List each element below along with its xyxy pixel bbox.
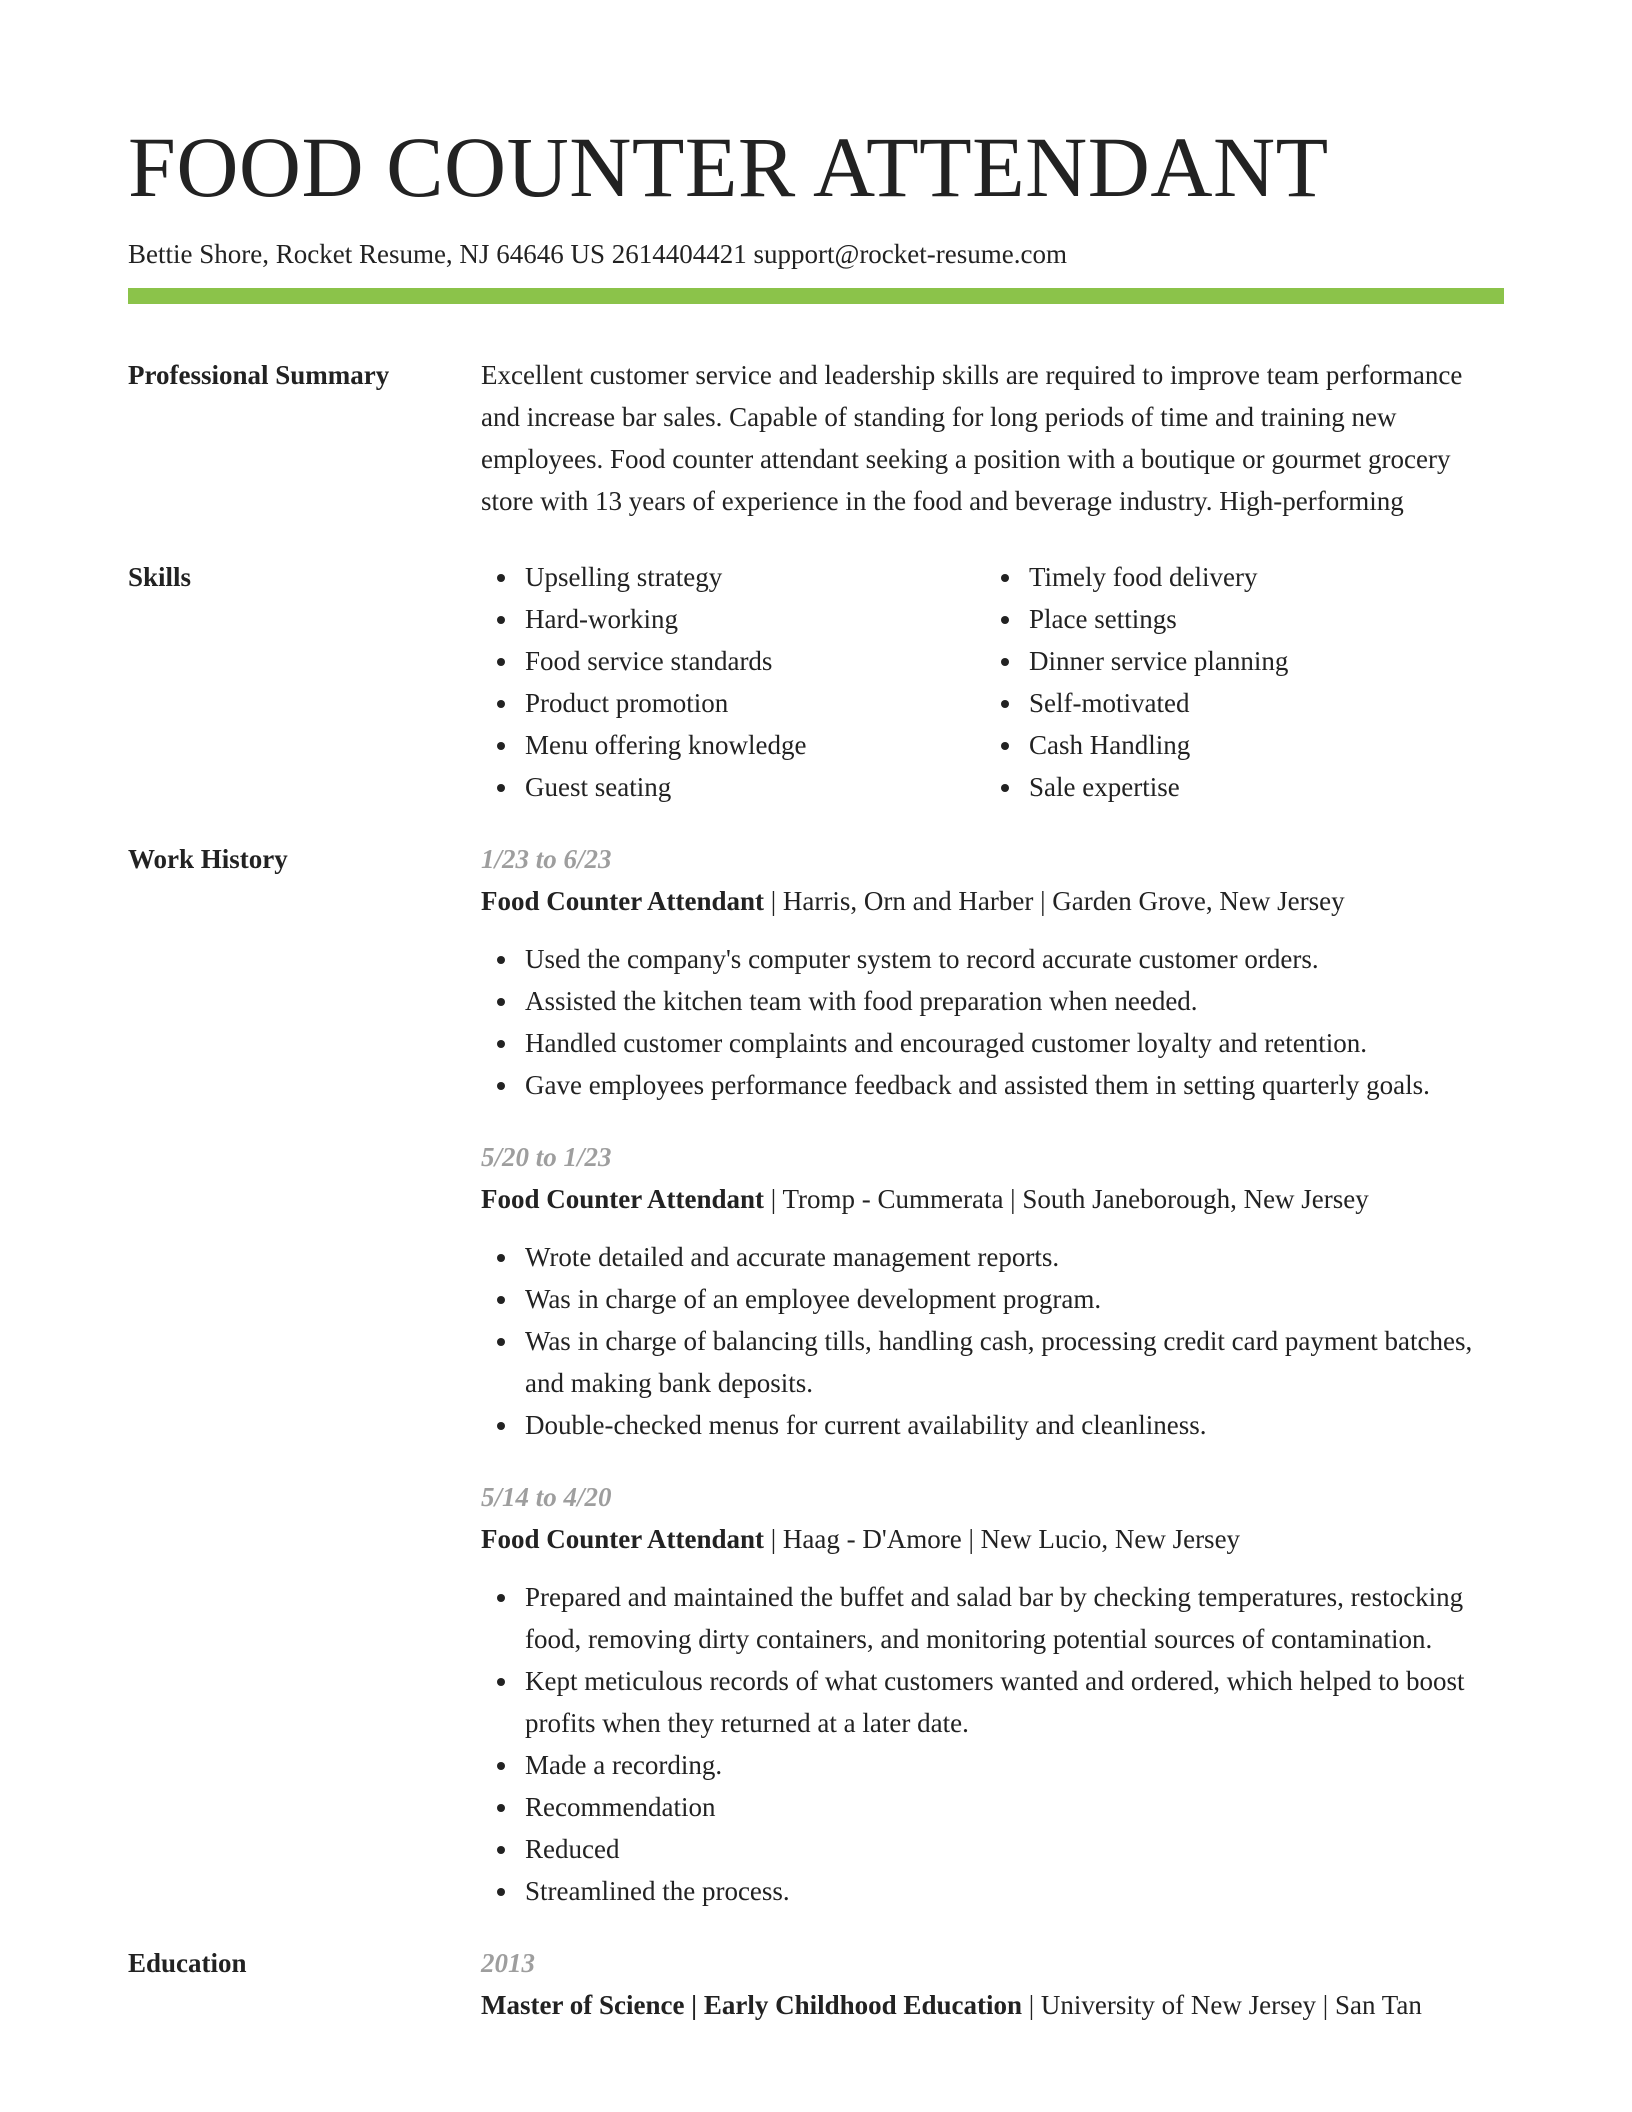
job-bullet: Made a recording.: [525, 1744, 1504, 1786]
skills-grid: [481, 556, 1504, 808]
education-section: [128, 1942, 1504, 2026]
skills-column-right: [985, 556, 1489, 808]
skill-item: Sale expertise: [1029, 766, 1489, 808]
job-bullet: Assisted the kitchen team with food preparation when needed.: [525, 980, 1504, 1022]
education-date: 2013: [481, 1948, 535, 1979]
work-history-section: [128, 838, 1504, 1912]
accent-divider: [128, 288, 1504, 304]
job-bullet: Wrote detailed and accurate management reports.: [525, 1236, 1504, 1278]
job-dates: 5/20 to 1/23: [481, 1142, 612, 1173]
job-bullet: Kept meticulous records of what customers wanted and ordered, which helped to boost profits when they returned at a later date.: [525, 1660, 1504, 1744]
job-bullet: Streamlined the process.: [525, 1870, 1504, 1912]
job-dates: 1/23 to 6/23: [481, 844, 612, 875]
section-label: Work History: [128, 844, 288, 875]
job-entry: [481, 1476, 1504, 1912]
degree: Master of Science | Early Childhood Education: [481, 1990, 1022, 2021]
skill-item: Dinner service planning: [1029, 640, 1489, 682]
skill-item: Hard-working: [525, 598, 985, 640]
job-bullet: Used the company's computer system to record accurate customer orders.: [525, 938, 1504, 980]
section-label: Professional Summary: [128, 360, 390, 391]
work-history-body: [481, 838, 1504, 1912]
job-bullet: Recommendation: [525, 1786, 1504, 1828]
job-heading: [481, 1518, 1504, 1560]
job-bullet: Reduced: [525, 1828, 1504, 1870]
job-heading: [481, 1178, 1504, 1220]
skill-item: Self-motivated: [1029, 682, 1489, 724]
job-entry: [481, 1136, 1504, 1446]
skills-column-left: [481, 556, 985, 808]
skill-item: Menu offering knowledge: [525, 724, 985, 766]
job-bullets: [481, 938, 1504, 1106]
summary-section: [128, 354, 1504, 522]
job-bullet: Was in charge of an employee development program.: [525, 1278, 1504, 1320]
contact-line: Bettie Shore, Rocket Resume, NJ 64646 US 2614404421 support@rocket-resume.com: [128, 239, 1067, 269]
section-label: Skills: [128, 562, 192, 593]
summary-text: Excellent customer service and leadership skills are required to improve team performance and increase bar sales. Capable of standing for long periods of time and training new employees. Food counter attendant seeking a position with a boutique or gourmet grocery store with 13 years of experience in the food and beverage industry. High-performing: [481, 360, 1463, 517]
education-heading: [481, 1984, 1504, 2026]
job-employer-location: | Haag - D'Amore | New Lucio, New Jersey: [764, 1524, 1241, 1555]
skill-item: Cash Handling: [1029, 724, 1489, 766]
skill-item: Product promotion: [525, 682, 985, 724]
job-bullet: Prepared and maintained the buffet and salad bar by checking temperatures, restocking food, removing dirty containers, and monitoring potential sources of contamination.: [525, 1576, 1504, 1660]
skills-section: [128, 556, 1504, 808]
resume-title: FOOD COUNTER ATTENDANT: [128, 119, 1329, 215]
job-bullets: [481, 1236, 1504, 1446]
job-heading: [481, 880, 1504, 922]
job-employer-location: | Tromp - Cummerata | South Janeborough, New Jersey: [764, 1184, 1369, 1215]
job-bullet: Was in charge of balancing tills, handling cash, processing credit card payment batches, and making bank deposits.: [525, 1320, 1504, 1404]
job-title: Food Counter Attendant: [481, 886, 765, 917]
section-label: Education: [128, 1948, 247, 1979]
job-title: Food Counter Attendant: [481, 1524, 765, 1555]
education-body: [481, 1942, 1504, 2026]
job-title: Food Counter Attendant: [481, 1184, 765, 1215]
job-bullet: Double-checked menus for current availability and cleanliness.: [525, 1404, 1504, 1446]
school-location: | University of New Jersey | San Tan: [1021, 1990, 1422, 2021]
skill-item: Guest seating: [525, 766, 985, 808]
job-bullet: Gave employees performance feedback and assisted them in setting quarterly goals.: [525, 1064, 1504, 1106]
skill-item: Food service standards: [525, 640, 985, 682]
job-employer-location: | Harris, Orn and Harber | Garden Grove, New Jersey: [764, 886, 1345, 917]
job-entry: [481, 838, 1504, 1106]
job-bullet: Handled customer complaints and encouraged customer loyalty and retention.: [525, 1022, 1504, 1064]
skill-item: Upselling strategy: [525, 556, 985, 598]
skill-item: Place settings: [1029, 598, 1489, 640]
job-dates: 5/14 to 4/20: [481, 1482, 612, 1513]
job-bullets: [481, 1576, 1504, 1912]
skill-item: Timely food delivery: [1029, 556, 1489, 598]
